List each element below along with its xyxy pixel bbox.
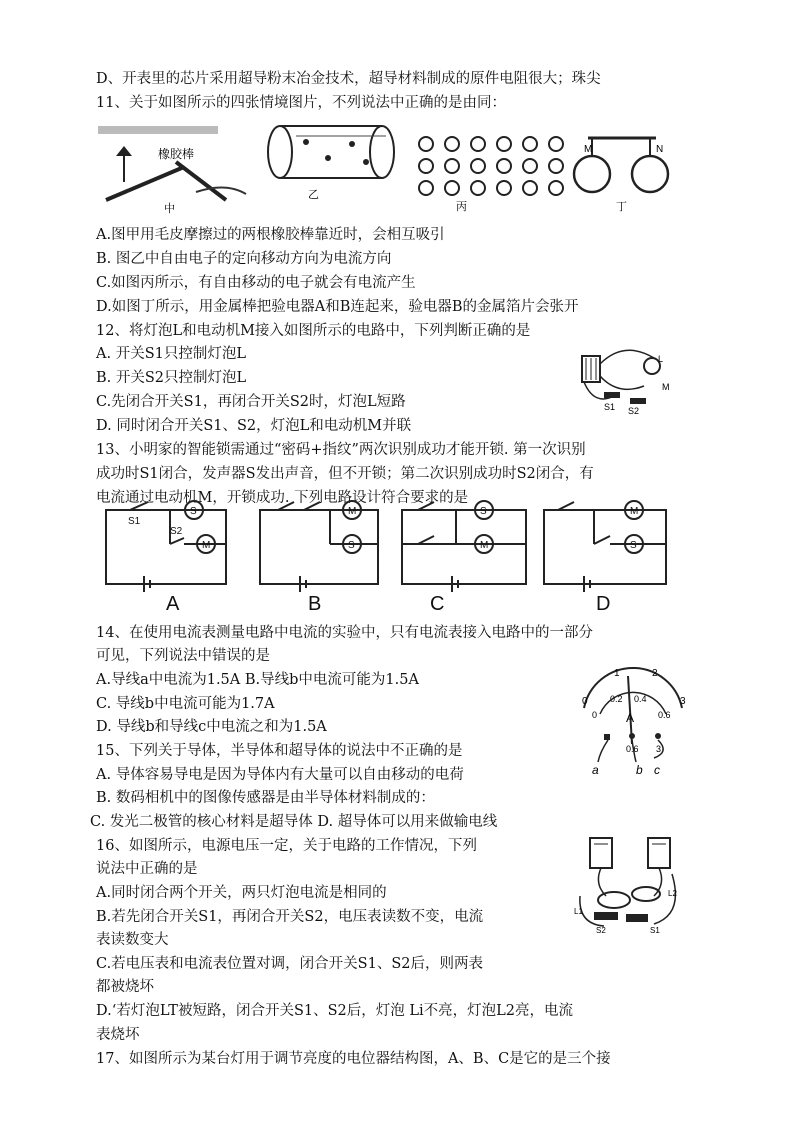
- figure-11-scenes: [96, 112, 680, 218]
- q16-option-d-2: 表烧坏: [96, 1027, 140, 1043]
- q15-option-b: B. 数码相机中的图像传感器是由半导体材料制成的：: [96, 790, 435, 806]
- tick-top-1: 1: [614, 668, 620, 679]
- q11-option-d: D.如图丁所示，用金属棒把验电器A和B连起来，验电器B的金属箔片会张开: [96, 299, 579, 315]
- figure-13-circuits: [100, 498, 670, 616]
- q16-option-b-2: 表读数变大: [96, 932, 169, 948]
- c-sounder-label: S: [480, 506, 487, 517]
- scene-label-bing: 丙: [456, 201, 467, 213]
- figure-16-circuit: [574, 834, 686, 934]
- switch-s1-label: S1: [650, 926, 660, 934]
- tick-top-0: 0: [582, 696, 588, 707]
- q12-option-d: D. 同时闭合开关S1、S2，灯泡L和电动机M并联: [96, 418, 412, 434]
- scene-ding-electroscopes: [574, 138, 668, 213]
- c-motor-label: M: [480, 540, 489, 551]
- b-motor-label: M: [348, 506, 357, 517]
- q14-option-ab: A.导线a中电流为1.5A B.导线b中电流可能为1.5A: [96, 672, 419, 688]
- terminal-3: 3: [656, 744, 662, 754]
- q11-option-b: B. 图乙中自由电子的定向移动方向为电流方向: [96, 251, 392, 267]
- question-16-stem-1: 16、如图所示，电源电压一定，关于电路的工作情况，下列: [96, 838, 477, 854]
- question-15-stem: 15、下列关于导体，半导体和超导体的说法中不正确的是: [96, 743, 463, 759]
- question-13-stem-3: 电流通过电动机M，开锁成功. 下列电路设计符合要求的是: [96, 490, 469, 506]
- a-sounder-label: S: [190, 506, 197, 517]
- scene-label-ding: 丁: [616, 201, 627, 213]
- motor-m-label: M: [662, 382, 670, 392]
- question-13-stem-2: 成功时S1闭合，发声器S发出声音，但不开锁；第二次识别成功时S2闭合，有: [96, 466, 594, 482]
- unit-label: A: [626, 711, 635, 725]
- question-14-stem-2: 可见，下列说法中错误的是: [96, 648, 270, 664]
- tick-bottom-0: 0: [592, 710, 598, 720]
- switch-s1-label: S1: [604, 402, 616, 412]
- d-sounder-label: S: [630, 540, 637, 551]
- wire-b-label: b: [636, 763, 643, 777]
- q16-option-c-2: 都被烧坏: [96, 979, 154, 995]
- lamp-l1-label: L1: [574, 907, 583, 916]
- a-s2-label: S2: [170, 526, 183, 537]
- scene-label-zhong: 中: [164, 203, 175, 215]
- tick-top-3: 3: [680, 696, 686, 707]
- q11-option-c: C.如图丙所示，有自由移动的电子就会有电流产生: [96, 275, 416, 291]
- tick-top-2: 2: [652, 668, 658, 679]
- option-a-label: A: [166, 593, 180, 615]
- question-14-stem-1: 14、在使用电流表测量电路中电流的实验中，只有电流表接入电路中的一部分: [96, 625, 593, 641]
- scene-jia-rods: [98, 126, 246, 215]
- tick-bottom-0.6: 0.6: [658, 710, 671, 720]
- q16-option-b-1: B.若先闭合开关S1，再闭合开关S2，电压表读数不变，电流: [96, 909, 484, 925]
- q15-option-cd: C. 发光二极管的核心材料是超导体 D. 超导体可以用来做输电线: [90, 814, 498, 830]
- wire-c-label: c: [654, 763, 660, 777]
- option-d-label: D: [596, 593, 611, 615]
- question-12-stem: 12、将灯泡L和电动机M接入如图所示的电路中，下列判断正确的是: [96, 323, 531, 339]
- tick-bottom-0.4: 0.4: [634, 694, 647, 704]
- rod-label: 橡胶棒: [158, 147, 195, 161]
- lamp-l-label: L: [658, 354, 664, 364]
- scene-yi-wire: [268, 126, 394, 201]
- question-11-stem: 11、关于如图所示的四张情境图片，不列说法中正确的是由同：: [96, 95, 506, 111]
- option-c-label: C: [430, 593, 445, 615]
- option-b-label: B: [308, 593, 322, 615]
- electroscope-label-m: M: [584, 144, 593, 155]
- figure-14-ammeter: [570, 662, 690, 780]
- electroscope-label-n: N: [656, 144, 664, 155]
- q11-option-a: A.图甲用毛皮摩擦过的两根橡胶棒靠近时，会相互吸引: [96, 227, 445, 243]
- switch-s2-label: S2: [596, 926, 606, 934]
- scene-bing-lattice: [419, 137, 563, 213]
- a-s1-label: S1: [128, 516, 141, 527]
- d-motor-label: M: [630, 506, 639, 517]
- a-motor-label: M: [202, 540, 211, 551]
- q12-option-c: C.先闭合开关S1，再闭合开关S2时，灯泡L短路: [96, 394, 406, 410]
- question-13-stem-1: 13、小明家的智能锁需通过“密码+指纹”两次识别成功才能开锁. 第一次识别: [96, 442, 586, 458]
- q14-option-c: C. 导线b中电流可能为1.7A: [96, 696, 275, 712]
- q15-option-a: A. 导体容易导电是因为导体内有大量可以自由移动的电荷: [96, 767, 464, 783]
- b-sounder-label: S: [348, 540, 355, 551]
- lamp-l2-label: L2: [668, 889, 677, 898]
- question-16-stem-2: 说法中正确的是: [96, 861, 198, 877]
- q12-option-b: B. 开关S2只控制灯泡L: [96, 370, 247, 386]
- q12-option-a: A. 开关S1只控制灯泡L: [96, 346, 246, 362]
- q14-option-d: D. 导线b和导线c中电流之和为1.5A: [96, 719, 327, 735]
- wire-a-label: a: [592, 763, 599, 777]
- q16-option-a: A.同时闭合两个开关，两只灯泡电流是相同的: [96, 885, 387, 901]
- q16-option-d-1: D.‘若灯泡LT被短路，闭合开关S1、S2后，灯泡 Li不亮，灯泡L2亮，电流: [96, 1003, 573, 1019]
- question-17-stem: 17、如图所示为某台灯用于调节亮度的电位器结构图，A、B、C是它的是三个接: [96, 1051, 611, 1067]
- switch-s2-label: S2: [628, 406, 640, 416]
- terminal-0.6: 0.6: [626, 744, 639, 754]
- tick-bottom-0.2: 0.2: [610, 694, 623, 704]
- text-line: D、开表里的芯片采用超导粉末冶金技术，超导材料制成的原件电阻很大；珠尖: [96, 71, 601, 87]
- scene-label-yi: 乙: [308, 189, 319, 201]
- q16-option-c-1: C.若电压表和电流表位置对调，闭合开关S1、S2后，则两表: [96, 956, 484, 972]
- figure-12-circuit: [574, 336, 674, 416]
